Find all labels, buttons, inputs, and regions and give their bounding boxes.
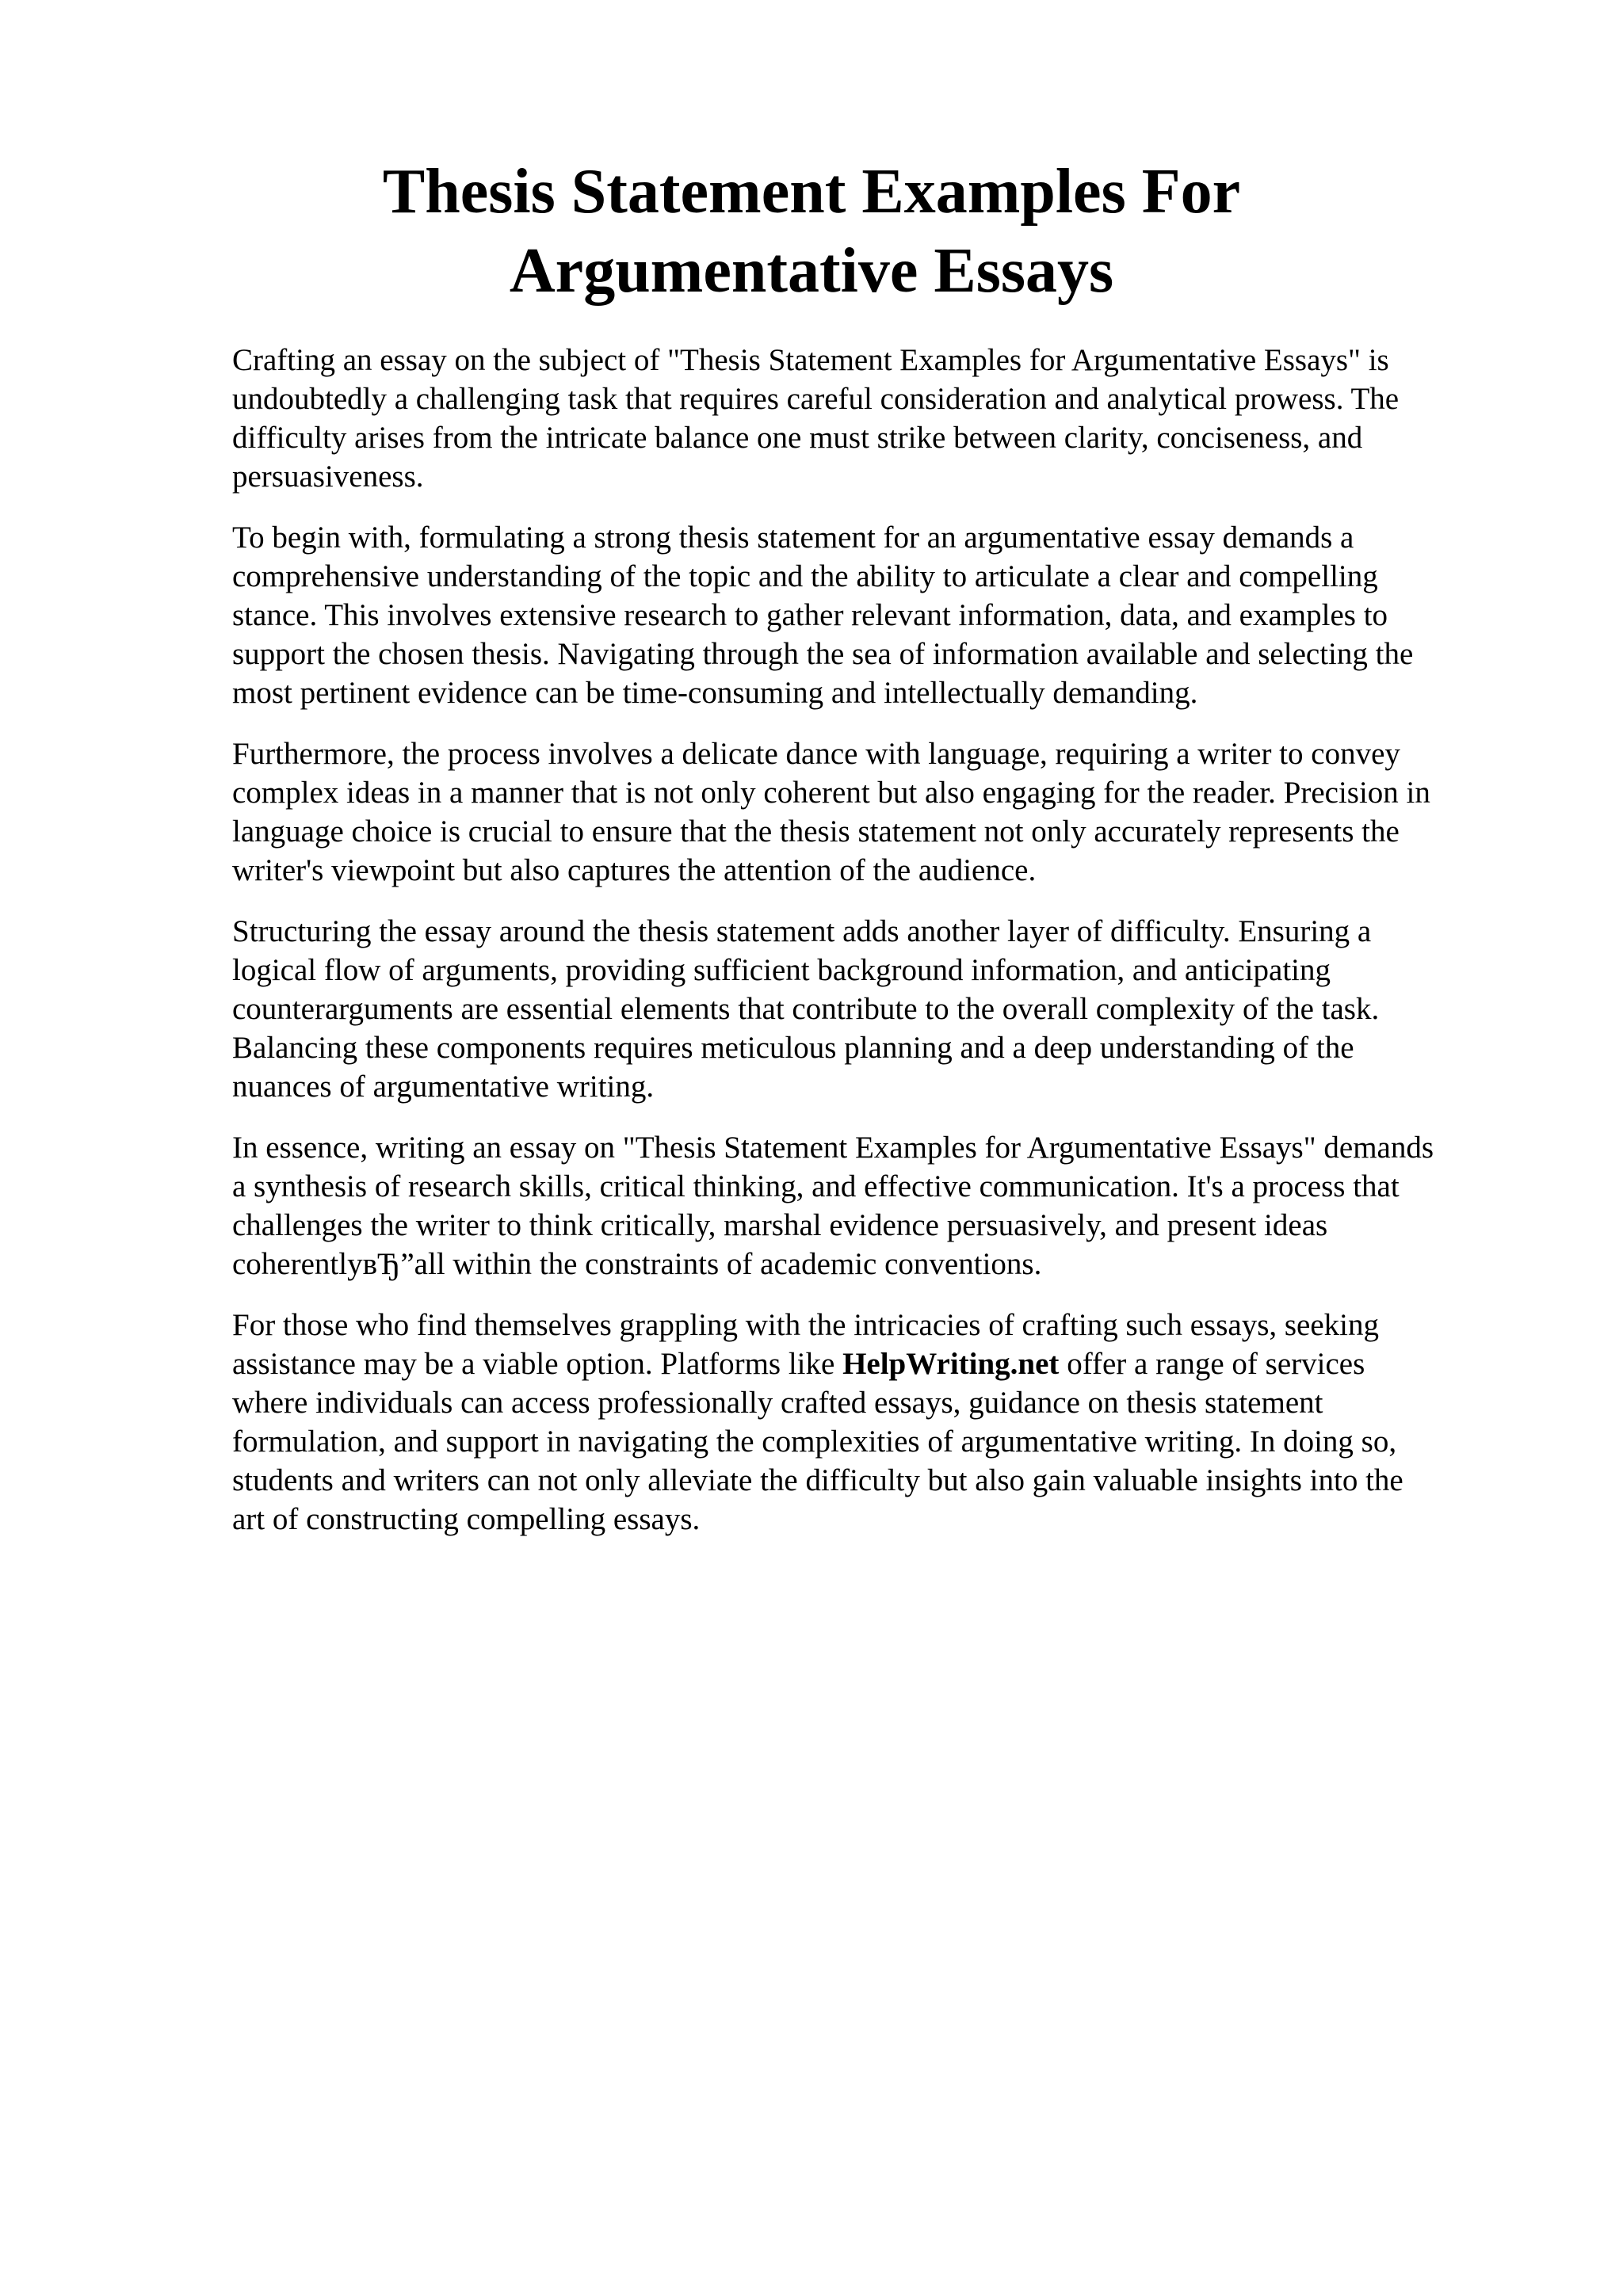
text-line: where individuals can access professionally crafted essays, guidance on thesis statement	[232, 1386, 1323, 1420]
text-line: support the chosen thesis. Navigating through the sea of information available and selecting the	[232, 637, 1414, 671]
text-line: difficulty arises from the intricate balance one must strike between clarity, conciseness, and	[232, 421, 1363, 455]
title-line: Thesis Statement Examples For	[382, 157, 1241, 227]
text-line: comprehensive understanding of the topic and the ability to articulate a clear and compelling	[232, 559, 1378, 593]
paragraph-4	[232, 912, 1564, 1106]
text-line: stance. This involves extensive research to gather relevant information, data, and examples to	[232, 598, 1388, 632]
text-line: students and writers can not only alleviate the difficulty but also gain valuable insights into the	[232, 1463, 1403, 1497]
text-line: nuances of argumentative writing.	[232, 1070, 655, 1104]
text-line: coherentlyвЂ”all within the constraints of academic conventions.	[232, 1247, 1042, 1281]
text-line: logical flow of arguments, providing sufficient background information, and anticipating	[232, 953, 1331, 987]
title-line: Argumentative Essays	[509, 236, 1114, 306]
text-line: Structuring the essay around the thesis statement adds another layer of difficulty. Ensuring a	[232, 914, 1372, 948]
text-line: To begin with, formulating a strong thesis statement for an argumentative essay demands a	[232, 521, 1354, 555]
paragraph-6	[232, 1306, 1564, 1539]
text-line: formulation, and support in navigating the complexities of argumentative writing. In doing so,	[232, 1425, 1397, 1459]
text-line: complex ideas in a manner that is not only coherent but also engaging for the reader. Precision in	[232, 776, 1430, 810]
text-line: In essence, writing an essay on "Thesis Statement Examples for Argumentative Essays" demands	[232, 1131, 1434, 1165]
text-line: Balancing these components requires meticulous planning and a deep understanding of the	[232, 1031, 1354, 1065]
text-line: For those who find themselves grappling with the intricacies of crafting such essays, seeking	[232, 1308, 1379, 1342]
paragraph-1	[232, 341, 1564, 496]
text-line	[232, 1344, 1564, 1383]
page-title	[0, 152, 1623, 311]
essay-body	[232, 341, 1564, 1561]
paragraph-5	[232, 1128, 1564, 1283]
paragraph-2	[232, 518, 1564, 712]
text-line: art of constructing compelling essays.	[232, 1502, 701, 1536]
text-segment: offer a range of services	[1059, 1347, 1365, 1381]
text-segment: assistance may be a viable option. Platforms like	[232, 1347, 843, 1381]
paragraph-3	[232, 734, 1564, 890]
text-line: Furthermore, the process involves a delicate dance with language, requiring a writer to convey	[232, 737, 1400, 771]
text-line: writer's viewpoint but also captures the attention of the audience.	[232, 853, 1037, 887]
text-line: most pertinent evidence can be time-consuming and intellectually demanding.	[232, 676, 1198, 710]
text-line: language choice is crucial to ensure that the thesis statement not only accurately represents the	[232, 814, 1400, 849]
text-line: counterarguments are essential elements that contribute to the overall complexity of the task.	[232, 992, 1380, 1026]
text-line: persuasiveness.	[232, 460, 424, 494]
text-line: a synthesis of research skills, critical thinking, and effective communication. It's a process that	[232, 1169, 1400, 1203]
text-line: Crafting an essay on the subject of "Thesis Statement Examples for Argumentative Essays" is	[232, 343, 1389, 377]
text-line: undoubtedly a challenging task that requires careful consideration and analytical prowess. The	[232, 382, 1400, 416]
text-line: challenges the writer to think critically, marshal evidence persuasively, and present ideas	[232, 1208, 1328, 1242]
brand-link[interactable]: HelpWriting.net	[842, 1347, 1060, 1381]
